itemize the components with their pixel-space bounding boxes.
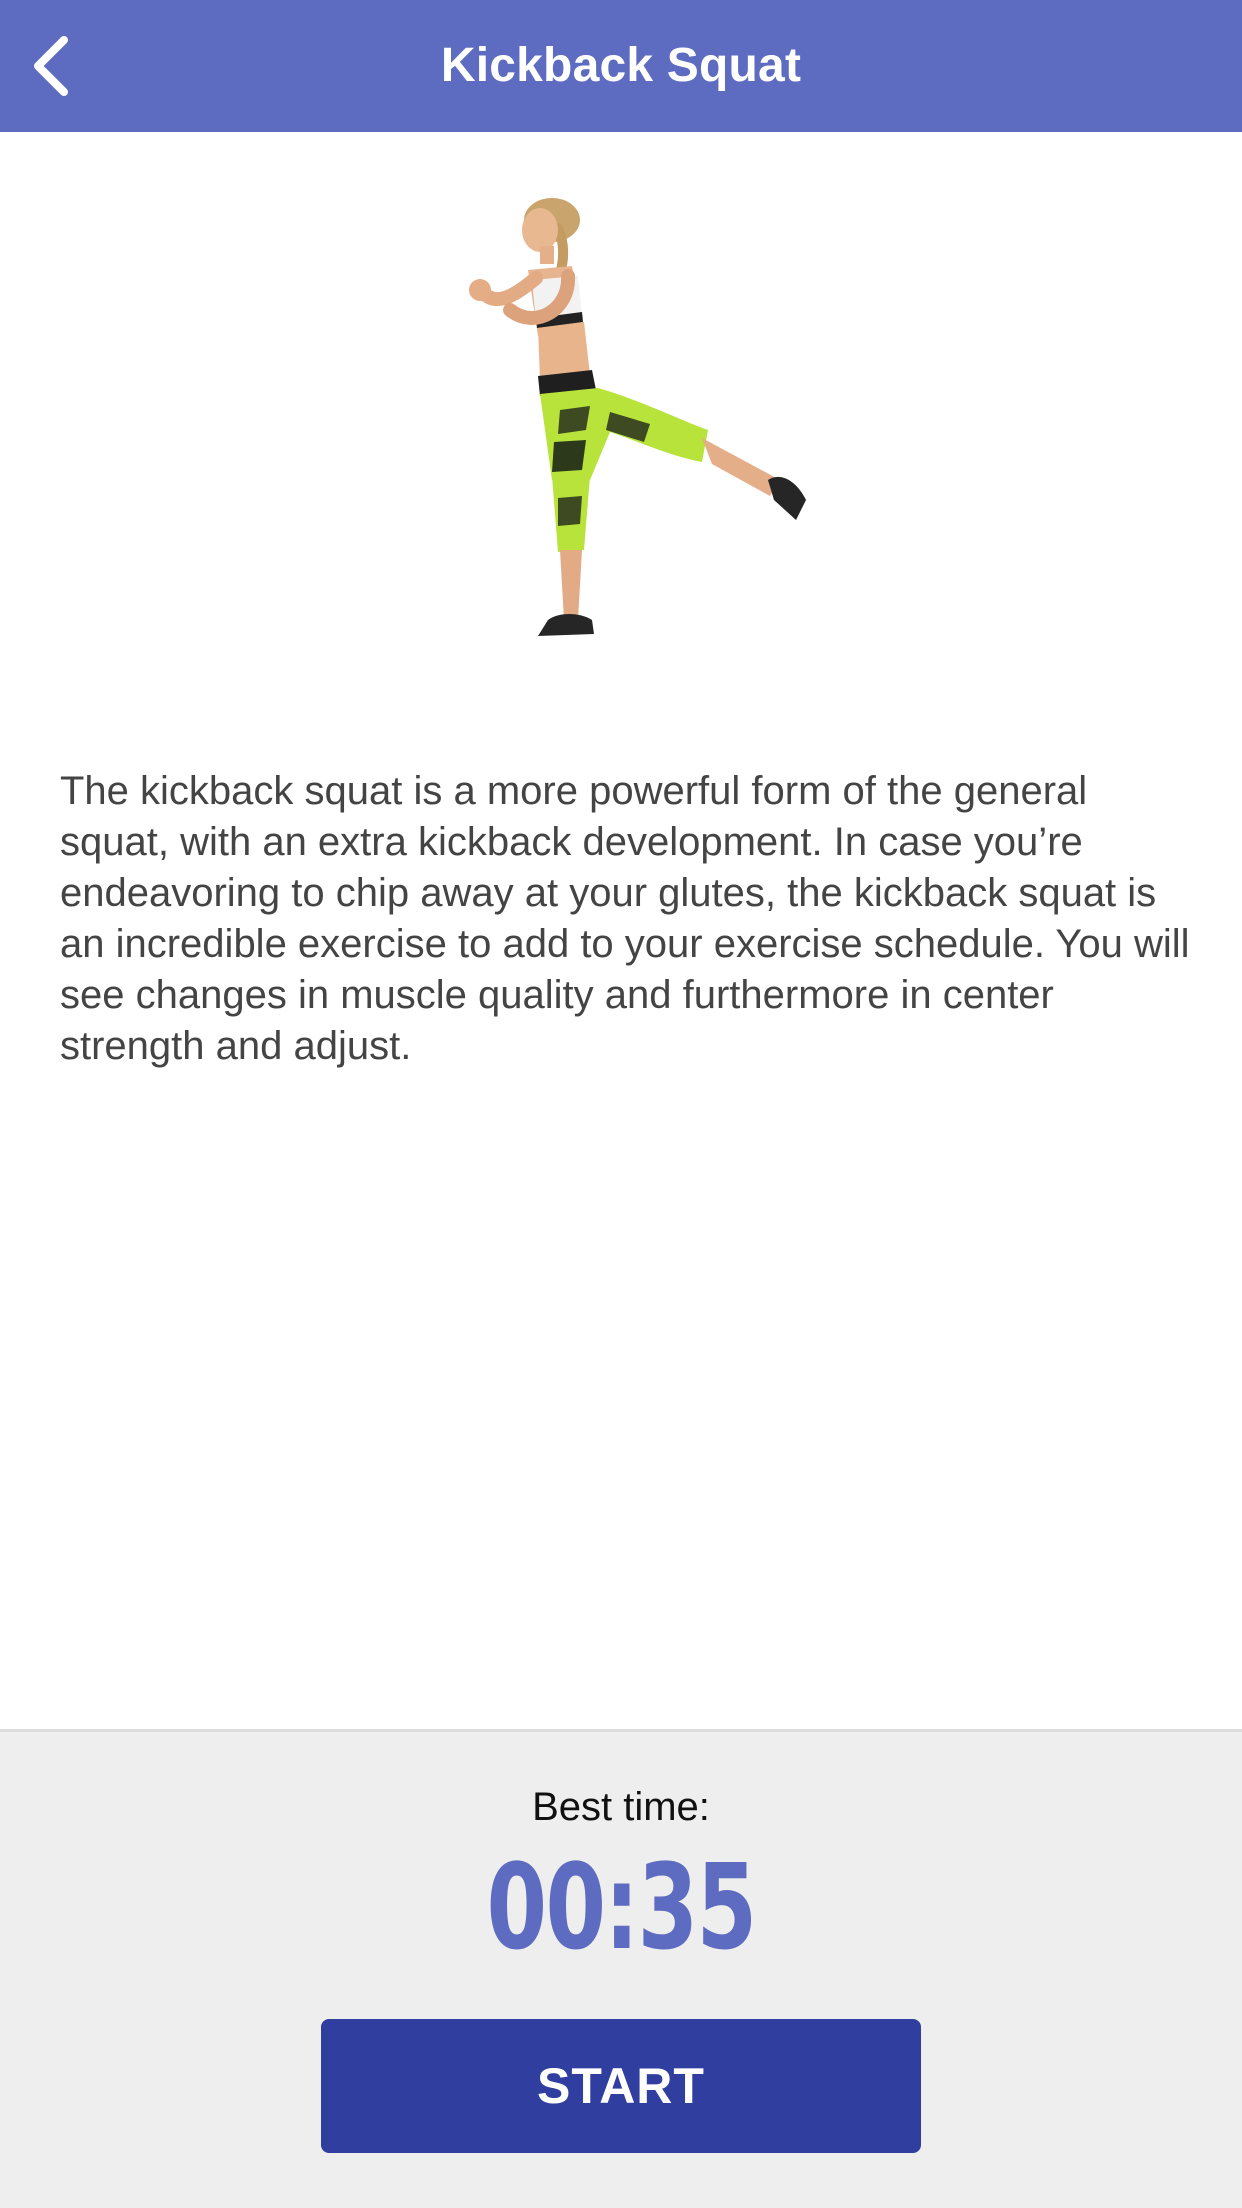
exercise-illustration: [440, 180, 860, 660]
bottom-panel: [0, 1729, 1242, 2208]
best-time-label: Best time:: [532, 1785, 710, 1829]
best-time-value: 00:35: [486, 1838, 756, 1976]
page-title: Kickback Squat: [440, 39, 802, 92]
app-bar: [0, 0, 1242, 132]
exercise-description: The kickback squat is a more powerful form of the general squat, with an extra kickback development. In case you’re endeavoring to chip away at your glutes, the kickback squat is an incredible exercise to add to your exercise schedule. You will see changes in muscle quality and furthermore in center strength and adjust.: [60, 769, 1190, 1068]
start-button[interactable]: START: [321, 2019, 921, 2153]
